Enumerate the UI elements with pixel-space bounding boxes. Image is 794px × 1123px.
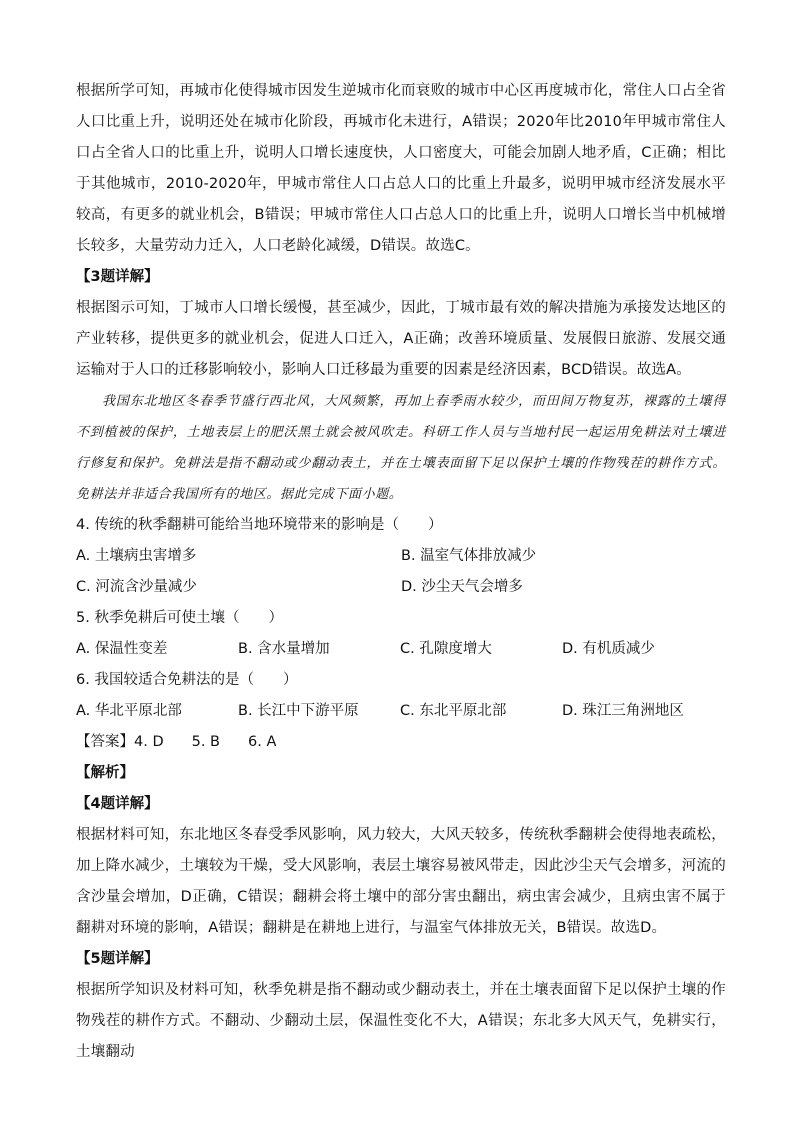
q5-detail-heading: 【5题详解】 [76, 951, 159, 967]
document-page [76, 76, 726, 1068]
q5-option-a: A. 保温性变差 [76, 641, 168, 657]
q4-option-b: B. 温室气体排放减少 [401, 548, 537, 564]
question-4-options-row2 [76, 572, 726, 603]
answer-line [76, 727, 726, 758]
question-4-stem: 4. 传统的秋季翻耕可能给当地环境带来的影响是（ ） [76, 517, 443, 533]
q5-detail-text: 根据所学知识及材料可知，秋季免耕是指不翻动或少翻动表土，并在土壤表面留下足以保护土壤的作物残茬的耕作方式。不翻动、少翻动土层，保温性变化不大，A错误；东北多大风天气，免耕实行，土壤翻动 [76, 982, 726, 1060]
q6-option-c: C. 东北平原北部 [400, 703, 507, 719]
q6-option-d: D. 珠江三角洲地区 [562, 703, 684, 719]
q4-detail-heading: 【4题详解】 [76, 796, 159, 812]
explanation-q2-text: 根据所学可知，再城市化使得城市因发生逆城市化而衰败的城市中心区再度城市化，常住人口占全省人口比重上升，说明还处在城市化阶段，再城市化未进行，A错误；2020年比2010年甲城市常住人口占全省人口的比重上升，说明人口增长速度快，人口密度大，可能会加剧人地矛盾，C正确；相比于其他城市，2010-2020年，甲城市常住人口占总人口的比重上升最多，说明甲城市经济发展水平较高，有更多的就业机会，B错误；甲城市常住人口占总人口的比重上升，说明人口增长当中机械增长较多，大量劳动力迁入，人口老龄化减缓，D错误。故选C。 [76, 83, 726, 254]
question-5-stem: 5. 秋季免耕后可使土壤（ ） [76, 610, 283, 626]
answer-item-5: 5. B [191, 734, 221, 750]
answer-item-4: 4. D [134, 734, 164, 750]
q3-detail-text: 根据图示可知，丁城市人口增长缓慢，甚至减少，因此，丁城市最有效的解决措施为承接发达地区的产业转移，提供更多的就业机会，促进人口迁入，A正确；改善环境质量、发展假日旅游、发展交通运输对于人口的迁移影响较小，影响人口迁移最为重要的因素是经济因素，BCD错误。故选A。 [76, 300, 726, 378]
answer-item-6: 6. A [248, 734, 277, 750]
q6-option-a: A. 华北平原北部 [76, 703, 182, 719]
q4-option-d: D. 沙尘天气会增多 [401, 579, 523, 595]
q6-option-b: B. 长江中下游平原 [238, 703, 359, 719]
q5-option-d: D. 有机质减少 [562, 641, 655, 657]
answer-label: 【答案】 [76, 734, 134, 750]
question-5-options [76, 634, 726, 665]
question-4-options [76, 541, 726, 572]
q3-detail-heading: 【3题详解】 [76, 269, 159, 285]
question-6-stem: 6. 我国较适合免耕法的是（ ） [76, 672, 298, 688]
question-6-options [76, 696, 726, 727]
analysis-heading: 【解析】 [76, 765, 134, 781]
q4-option-c: C. 河流含沙量减少 [76, 579, 197, 595]
q4-detail-text: 根据材料可知，东北地区冬春受季风影响，风力较大，大风天较多，传统秋季翻耕会使得地表疏松，加上降水减少，土壤较为干燥，受大风影响，表层土壤容易被风带走，因此沙尘天气会增多，河流的含沙量会增加，D正确，C错误；翻耕会将土壤中的部分害虫翻出，病虫害会减少，且病虫害不属于翻耕对环境的影响，A错误；翻耕是在耕地上进行，与温室气体排放无关，B错误。故选D。 [76, 827, 726, 936]
q5-option-c: C. 孔隙度增大 [400, 641, 492, 657]
q5-option-b: B. 含水量增加 [238, 641, 330, 657]
reading-material: 我国东北地区冬春季节盛行西北风，大风频繁，再加上春季雨水较少，而田间万物复苏，裸露的土壤得不到植被的保护，土地表层上的肥沃黑土就会被风吹走。科研工作人员与当地村民一起运用免耕法对土壤进行修复和保护。免耕法是指不翻动或少翻动表土，并在土壤表面留下足以保护土壤的作物残茬的耕作方式。免耕法并非适合我国所有的地区。据此完成下面小题。 [76, 394, 726, 502]
q4-option-a: A. 土壤病虫害增多 [76, 548, 197, 564]
